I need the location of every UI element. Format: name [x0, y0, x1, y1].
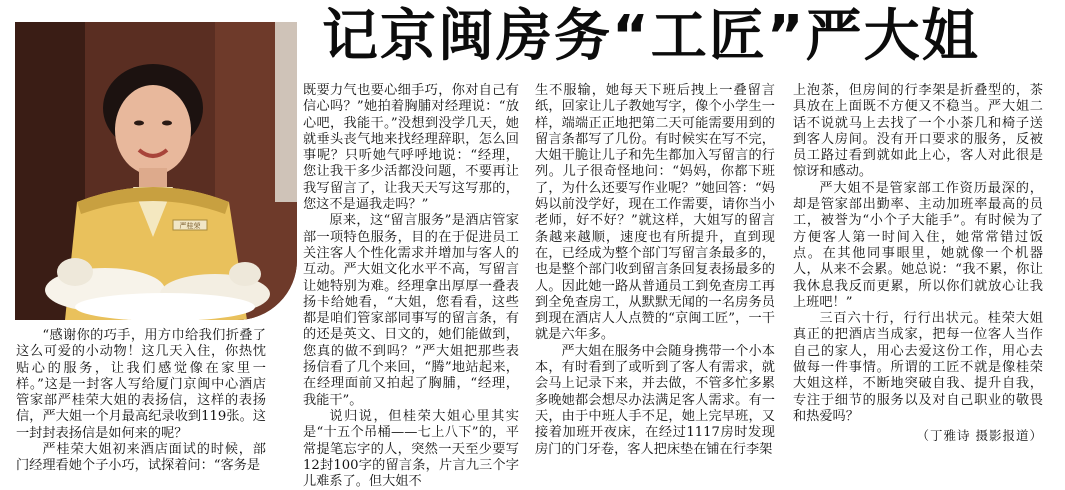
article-column-3 — [535, 83, 775, 458]
article-column-4 — [793, 83, 1043, 445]
article-column-2 — [303, 83, 519, 490]
name-badge: 严桂荣 — [179, 222, 201, 230]
paragraph: 严大姐在服务中会随身携带一个小本本，有时看到了或听到了客人有需求，就会马上记录下来，并去做，不管多忙多累多晚她都会想尽办法满足客人需求。有一天，由于中班人手不足，她上完早班，又接着加班开夜床，在经过1117房时发现房门的门牙卷，客人把床垫在铺在行李架 — [535, 343, 775, 457]
article-column-1 — [16, 328, 266, 475]
paragraph: “感谢你的巧手，用方巾给我们折叠了这么可爱的小动物！这几天入住，你热忱贴心的服务，让我们感觉像在家里一样。”这是一封客人写给厦门京闽中心酒店管家部严桂荣大姐的表扬信，这样的表扬信，严大姐一个月最高纪录收到119张。这一封封表扬信是如何来的呢？ — [16, 328, 266, 441]
paragraph: 严大姐不是管家部工作资历最深的，却是管家部出勤率、主动加班率最高的员工，被誉为“小个子大能手”。有时候为了方便客人第一时间入住，她常常错过饭点。在其他同事眼里，她就像一个机器人，从来不会累。她总说：“我不累，你让我休息我反而更累，所以你们就放心让我上班吧！” — [793, 180, 1043, 310]
paragraph: 生不服输，她每天下班后拽上一叠留言纸，回家让儿子教她写字，像个小学生一样，端端正正地把第二天可能需要用到的留言条都写了几份。有时候实在写不完，大姐干脆让儿子和先生都加入写留言的行列。儿子很奇怪地问：“妈妈，你都下班了，为什么还要写作业呢？”她回答：“妈妈以前没学好，现在工作需要，请你当小老师，好不好？”就这样，大姐写的留言条越来越顺，速度也有所提升，直到现在，已经成为整个部门写留言条最多的，也是整个部门收到留言条回复表扬最多的人。因此她一路从普通员工到免查房工再到全免查房工，从默默无闻的一名房务员到现在酒店人人点赞的“京闽工匠”，一干就是六年多。 — [535, 83, 775, 343]
staff-photo — [15, 22, 297, 320]
paragraph: 原来，这“留言服务”是酒店管家部一项特色服务，目的在于促进员工关注客人个性化需求并增加与客人的互动。严大姐文化水平不高，写留言让她特别为难。经理拿出厚厚一叠表扬卡给她看，“大姐，您看看，这些都是咱们管家部同事写的留言条，有的还是英文、日文的，她们能做到，您真的做不到吗？”严大姐把那些表扬信看了几个来回，“腾”地站起来，在经理面前又拍起了胸脯，“经理，我能干”。 — [303, 213, 519, 408]
paragraph: 既要力气也要心细手巧，你对自己有信心吗？”她拍着胸脯对经理说：“放心吧，我能干。”没想到没学几天，她就垂头丧气地来找经理辞职，怎么回事呢？只听她气呼呼地说：“经理，您让我干多少活都没问题，不要再让我写留言了，让我天天写这写那的，您这不是逼我走吗？” — [303, 83, 519, 213]
paragraph: 说归说，但桂荣大姐心里其实是“十五个吊桶——七上八下”的，平常提笔忘字的人，突然一天至少要写12封100字的留言条，片言九三个字儿难系了。但大姐不 — [303, 408, 519, 490]
paragraph: 上泡茶，但房间的行李架是折叠型的，茶具放在上面既不方便又不稳当。严大姐二话不说就马上去找了一个小茶几和椅子送到客人房间。没有开口要求的服务，反被员工路过看到就如此上心，客人对此很是惊讶和感动。 — [793, 83, 1043, 180]
headline: 记京闽房务“工匠”严大姐 — [322, 4, 980, 69]
paragraph: 三百六十行，行行出状元。桂荣大姐真正的把酒店当成家，把每一位客人当作自己的家人，用心去爱这份工作，用心去做每一件事情。所谓的工匠不就是像桂荣大姐这样，不断地突破自我、提升自我，专注于细节的服务以及对自己职业的敬畏和热爱吗？ — [793, 311, 1043, 424]
byline: （丁雅诗 摄影报道） — [916, 428, 1043, 444]
paragraph: 严桂荣大姐初来酒店面试的时候，部门经理看她个子小巧，试探着问：“客务是 — [16, 442, 266, 474]
